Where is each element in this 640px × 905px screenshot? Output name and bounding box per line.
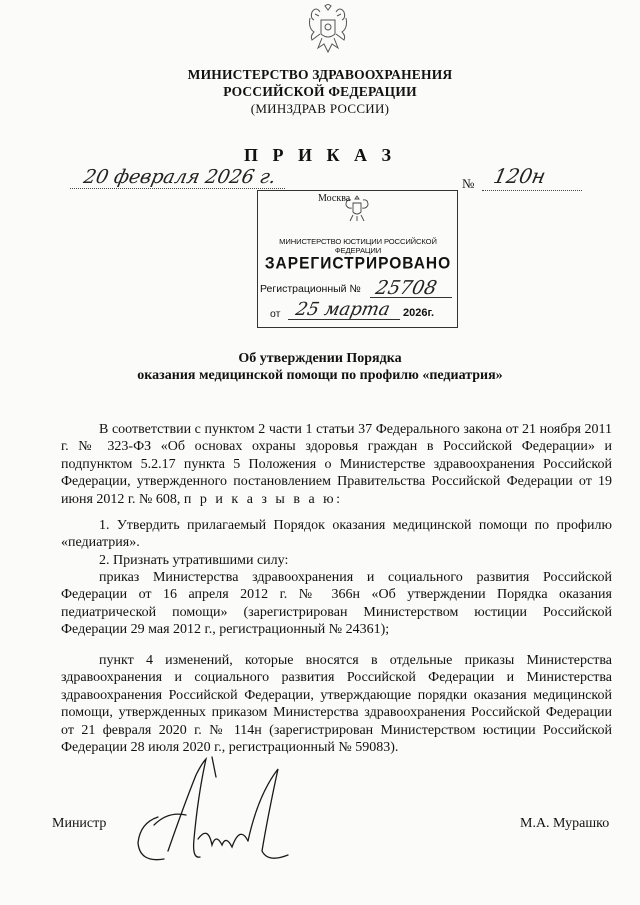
item2-text: 2. Признать утратившими силу: xyxy=(99,553,289,568)
reg-date-underline xyxy=(288,319,400,320)
ministry-short-name: (МИНЗДРАВ РОССИИ) xyxy=(250,101,390,116)
document-type: П Р И К А З xyxy=(243,145,397,165)
signature-mark-icon xyxy=(128,755,298,875)
preamble-paragraph xyxy=(61,421,612,508)
date-underline xyxy=(70,188,285,189)
stamp-city: Москва xyxy=(318,193,351,204)
ministry-name-line1: МИНИСТЕРСТВО ЗДРАВООХРАНЕНИЯ xyxy=(187,67,453,82)
item2b-paragraph xyxy=(61,652,612,756)
stamp-reg-label: Регистрационный № xyxy=(260,283,361,295)
stamp-registered: ЗАРЕГИСТРИРОВАНО xyxy=(264,254,452,273)
ministry-name-line2: РОССИЙСКОЙ ФЕДЕРАЦИИ xyxy=(223,84,417,99)
number-label: № xyxy=(462,176,475,191)
number-underline xyxy=(482,190,582,191)
signer-position: Министр xyxy=(52,816,107,831)
item2b-text: пункт 4 изменений, которые вносятся в отдельные приказы Министерства здравоохранения и социального развития Российской Федерации и Министерства здравоохранения Российской Федерации, утверждающие порядки оказания медицинской помощи, утвержденных приказом Министерства здравоохранения Российской Федерации от 21 февраля 2020 г. № 114н (зарегистрирован Министерством юстиции Российской Федерации 28 июля 2020 г., регистрационный № 59083). xyxy=(61,653,612,756)
handwritten-number: 120н xyxy=(491,164,548,188)
item1-text: 1. Утвердить прилагаемый Порядок оказания медицинской помощи по профилю «педиатрия». xyxy=(61,518,612,551)
stamp-from-label: от xyxy=(270,308,281,320)
registration-stamp xyxy=(257,190,458,328)
reg-number-underline xyxy=(370,297,452,298)
item2a-paragraph xyxy=(61,569,612,639)
item2-paragraph xyxy=(61,552,612,569)
stamp-ministry: МИНИСТЕРСТВО ЮСТИЦИИ РОССИЙСКОЙ ФЕДЕРАЦИИ xyxy=(279,237,437,255)
order-word: п р и к а з ы в а ю: xyxy=(183,491,343,507)
stamp-reg-year: 2026г. xyxy=(403,307,435,319)
item2a-text: приказ Министерства здравоохранения и социального развития Российской Федерации от 16 апреля 2012 г. № 366н «Об утверждении Порядка оказания педиатрической помощи» (зарегистрирован Министерством юстиции Российской Федерации 29 мая 2012 г., регистрационный № 24361); xyxy=(61,570,612,638)
stamp-reg-date: 25 марта xyxy=(293,299,392,320)
signer-name: М.А. Мурашко xyxy=(520,816,610,831)
coat-of-arms-icon xyxy=(306,4,350,56)
handwritten-date: 20 февраля 2026 г. xyxy=(81,166,278,188)
title-line1: Об утверждении Порядка xyxy=(238,351,402,366)
title-line2: оказания медицинской помощи по профилю «педиатрия» xyxy=(137,368,503,383)
stamp-reg-number: 25708 xyxy=(373,277,439,299)
preamble-text: В соответствии с пунктом 2 части 1 статьи 37 Федерального закона от 21 ноября 2011 г. № 323-ФЗ «Об основах охраны здоровья граждан в Российской Федерации» и подпунктом 5.2.17 пункта 5 Положения о Министерстве здравоохранения Российской Федерации, утвержденного постановлением Правительства Российской Федерации от 19 июня 2012 г. № 608, xyxy=(61,422,612,507)
item1-paragraph xyxy=(61,517,612,552)
